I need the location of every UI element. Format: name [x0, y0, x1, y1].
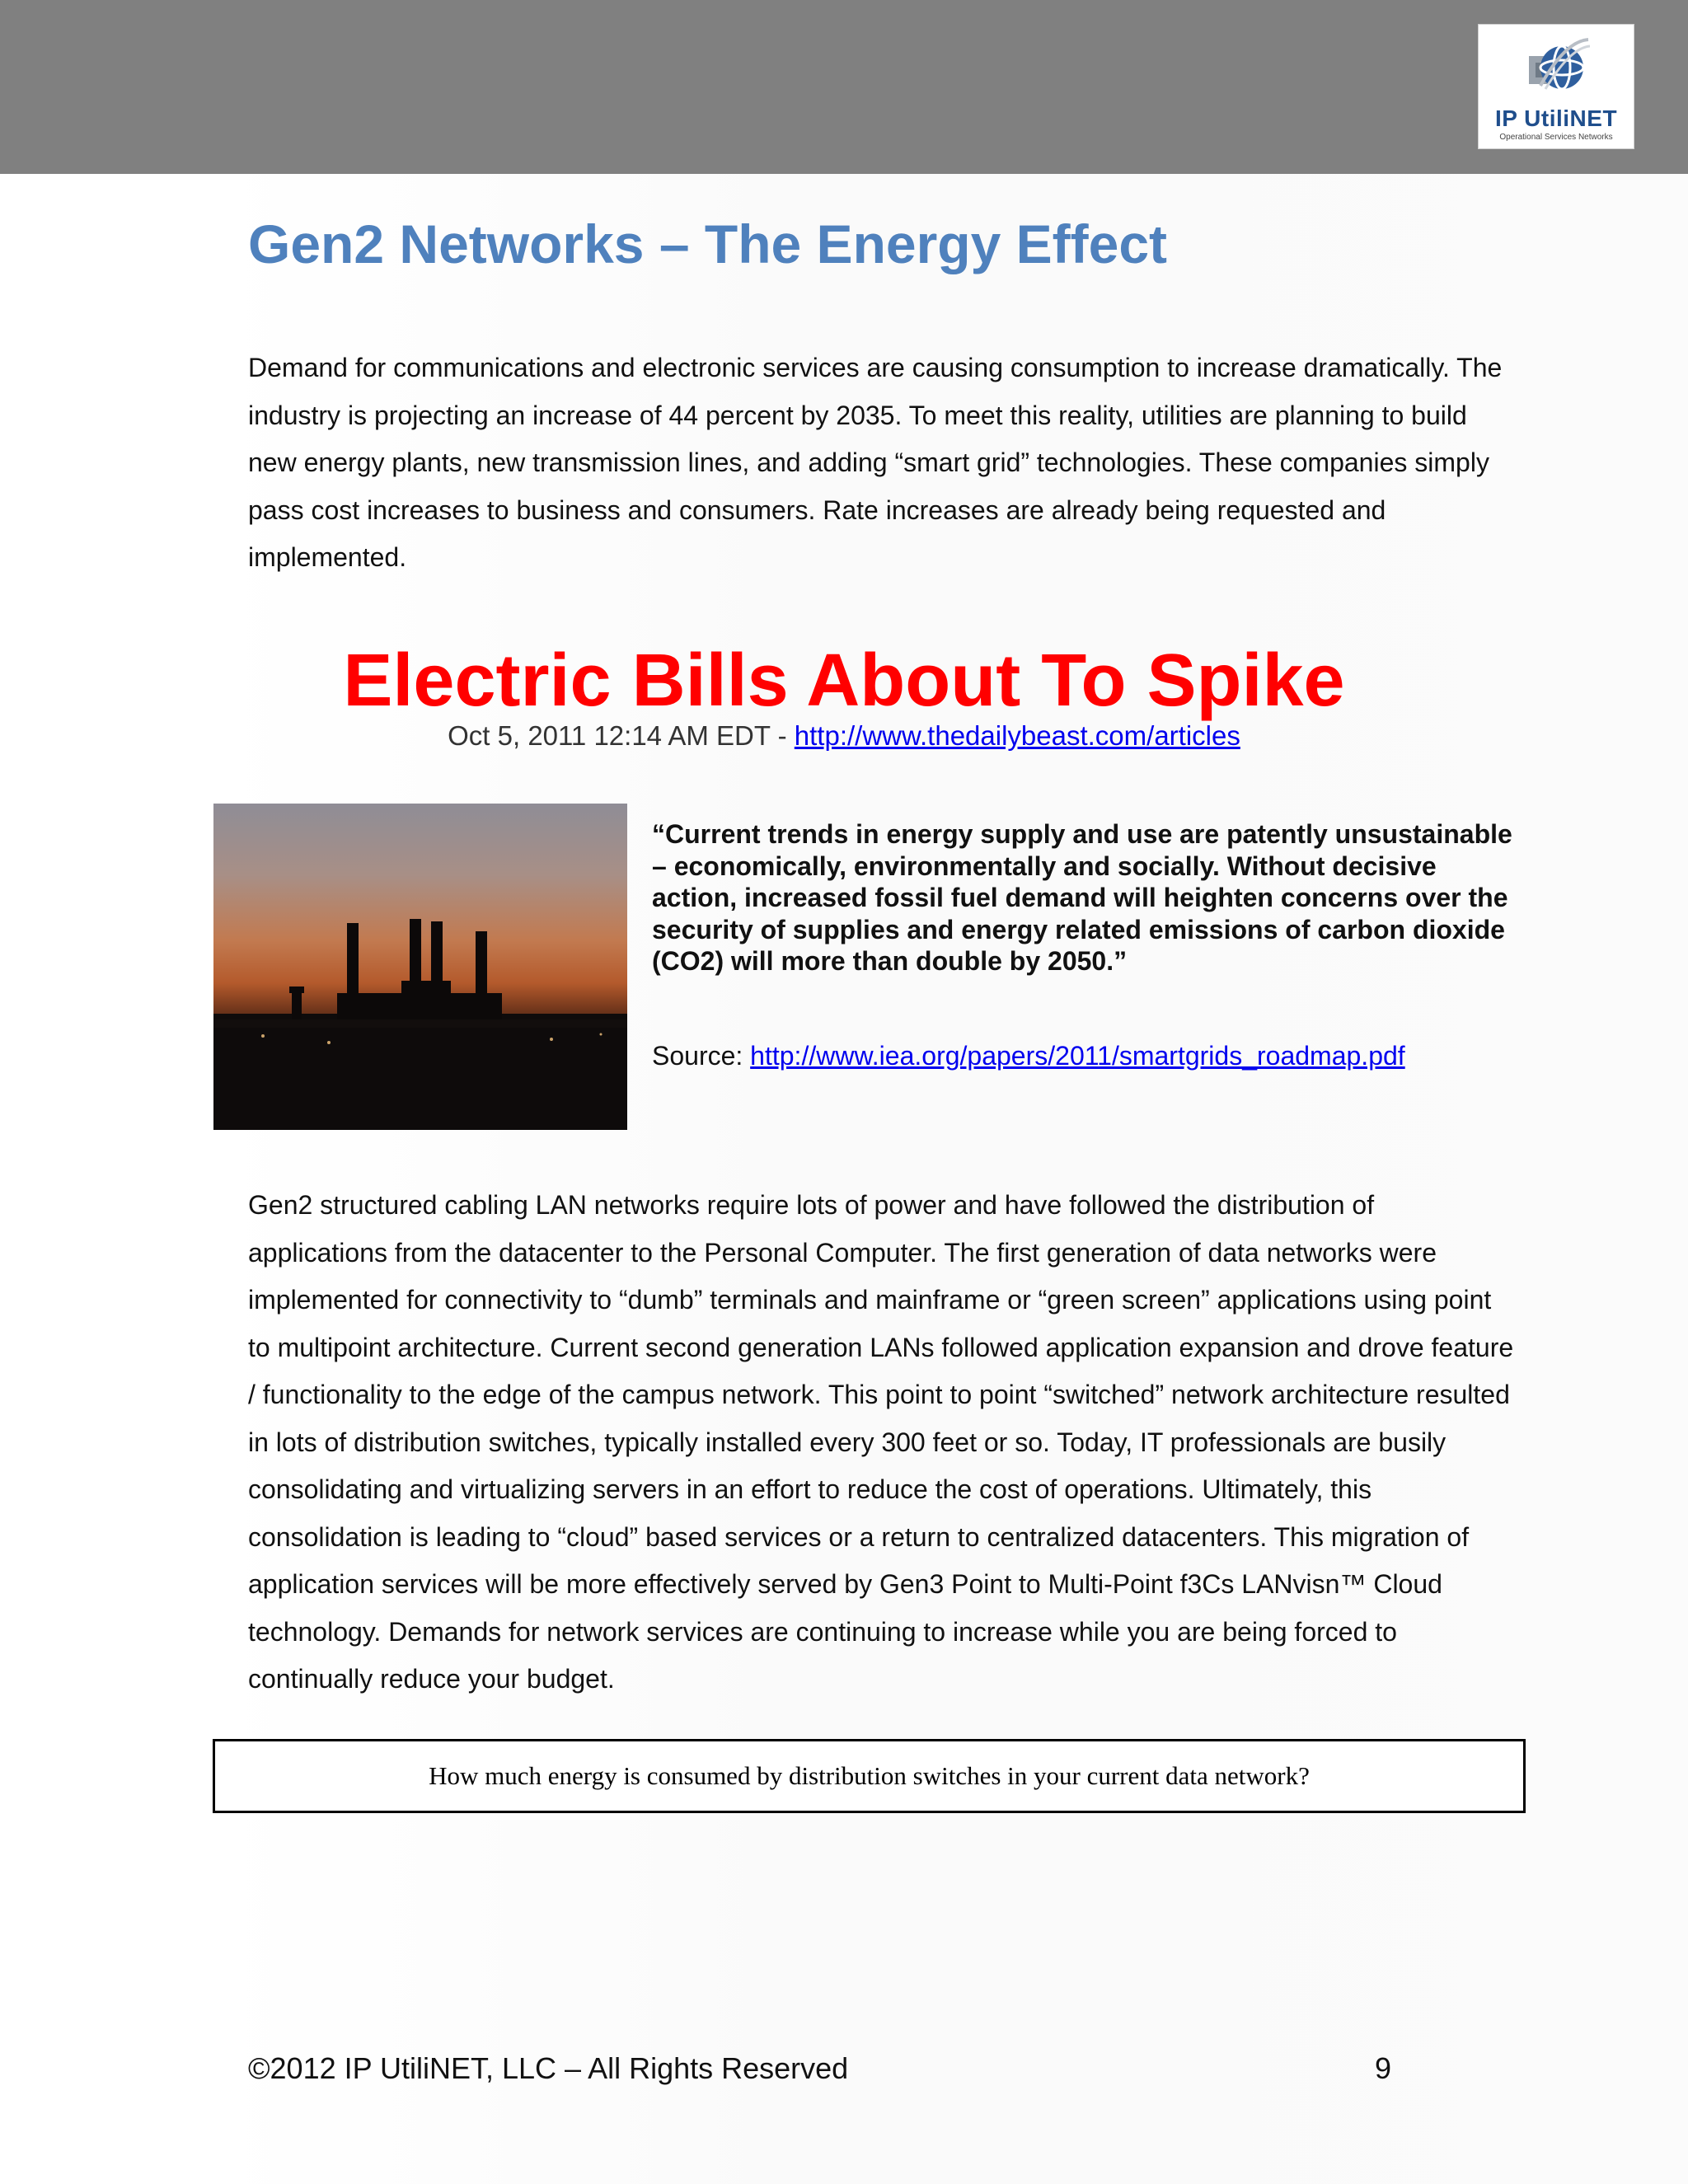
article-dateline — [0, 720, 1688, 752]
question-callout — [213, 1739, 1526, 1813]
power-station-photo — [213, 804, 627, 1130]
page-number: 9 — [1375, 2051, 1392, 2085]
dateline-text: Oct 5, 2011 12:14 AM EDT - — [448, 720, 795, 751]
logo-wordmark: IP UtiliNET — [1494, 105, 1618, 131]
source-label: Source: — [652, 1041, 751, 1071]
article-headline: Electric Bills About To Spike — [343, 640, 1345, 722]
logo-tagline: Operational Services Networks — [1499, 133, 1613, 142]
article-quote: “Current trends in energy supply and use are patently unsustainable – economically, environmentally and socially. Without decisive action, increased fossil fuel demand will heighten concerns over the security of supplies and energy related emissions of carbon dioxide (CO2) will more than double by 2050.” — [652, 819, 1512, 976]
quote-source — [652, 1041, 1405, 1071]
source-link[interactable]: http://www.iea.org/papers/2011/smartgrids_roadmap.pdf — [750, 1041, 1405, 1071]
footer-copyright: ©2012 IP UtiliNET, LLC – All Rights Reserved — [248, 2051, 849, 2085]
question-text: How much energy is consumed by distribution switches in your current data network? — [429, 1761, 1310, 1790]
globe-logo-icon — [1524, 35, 1590, 101]
intro-paragraph: Demand for communications and electronic services are causing consumption to increase dramatically. The industry is projecting an increase of 44 percent by 2035. To meet this reality, utilities are planning to build new energy plants, new transmission lines, and adding “smart grid” technologies. These companies simply pass cost increases to business and consumers. Rate increases are already being requested and implemented. — [248, 353, 1503, 572]
dateline-link[interactable]: http://www.thedailybeast.com/articles — [794, 720, 1240, 751]
header-bar — [0, 0, 1688, 174]
body-paragraph: Gen2 structured cabling LAN networks require lots of power and have followed the distribution of applications from the datacenter to the Personal Computer. The first generation of data networks were implemented for connectivity to “dumb” terminals and mainframe or “green screen” applications using point to multipoint architecture. Current second generation LANs followed application expansion and drove feature / functionality to the edge of the campus network. This point to point “switched” network architecture resulted in lots of distribution switches, typically installed every 300 feet or so. Today, IT professionals are busily consolidating and virtualizing servers in an effort to reduce the cost of operations. Ultimately, this consolidation is leading to “cloud” based services or a return to centralized datacenters. This migration of application services will be more effectively served by Gen3 Point to Multi-Point f3Cs LANvisn™ Cloud technology. Demands for network services are continuing to increase while you are being forced to continually reduce your budget. — [248, 1190, 1514, 1694]
page-title: Gen2 Networks – The Energy Effect — [248, 213, 1168, 274]
company-logo — [1478, 24, 1634, 149]
